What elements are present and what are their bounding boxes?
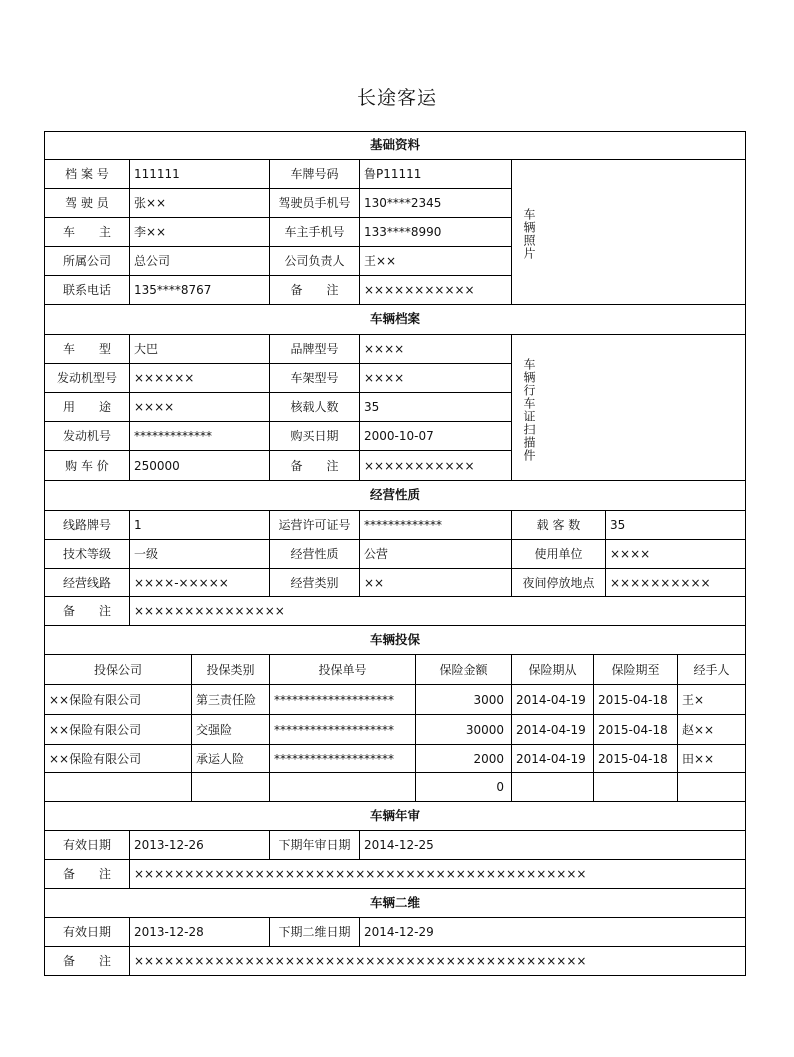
- usage-value: ××××: [134, 400, 175, 414]
- from-date-cell: 2014-04-19: [516, 692, 586, 707]
- annual-valid-value: 2013-12-26: [134, 838, 204, 852]
- insurer-cell: ××保险有限公司: [49, 692, 142, 707]
- vehicle-type-value: 大巴: [134, 342, 159, 356]
- plate-value: 鲁P11111: [364, 167, 422, 181]
- usage-label: 用 途: [62, 400, 111, 414]
- route-no-value: 1: [134, 518, 142, 532]
- section-maintenance-header: 车辆二维: [369, 894, 420, 910]
- price-label: 购 车 价: [65, 458, 109, 473]
- category-label: 经营类别: [290, 575, 339, 590]
- type-cell: 承运人险: [196, 751, 245, 766]
- user-unit-label: 使用单位: [534, 547, 583, 561]
- route-no-label: 线路牌号: [62, 518, 111, 532]
- brand-label: 品牌型号: [290, 342, 339, 356]
- section-insurance-header: 车辆投保: [369, 631, 420, 647]
- capacity-value: 35: [610, 518, 626, 532]
- insurer-cell: ××保险有限公司: [49, 751, 142, 766]
- capacity-label: 载 客 数: [536, 518, 581, 532]
- maintenance-valid-label: 有效日期: [62, 925, 111, 939]
- to-date-cell: 2015-04-18: [598, 751, 668, 766]
- col-header-to: 保险期至: [611, 662, 660, 677]
- permit-value: *************: [364, 518, 442, 532]
- maintenance-note-label: 备 注: [62, 954, 111, 968]
- company-label: 所属公司: [62, 254, 111, 268]
- amount-total-cell: 0: [496, 780, 504, 794]
- brand-value: ××××: [364, 342, 405, 356]
- contact-label: 联系电话: [62, 283, 111, 297]
- from-date-cell: 2014-04-19: [516, 751, 586, 766]
- maintenance-next-label: 下期二维日期: [278, 925, 351, 939]
- price-value: 250000: [134, 458, 180, 473]
- section-annual-header: 车辆年审: [369, 807, 420, 823]
- engine-no-value: *************: [134, 429, 212, 443]
- permit-label: 运营许可证号: [278, 518, 351, 532]
- vehicle-note-label: 备 注: [290, 458, 339, 473]
- buy-date-label: 购买日期: [290, 429, 339, 443]
- to-date-cell: 2015-04-18: [598, 722, 668, 737]
- handler-cell: 田××: [682, 751, 715, 766]
- col-header-insurer: 投保公司: [93, 662, 142, 677]
- driver-phone-label: 驾驶员手机号: [278, 196, 351, 210]
- amount-cell: 3000: [473, 692, 504, 707]
- handler-cell: 赵××: [682, 722, 715, 737]
- section-basic-header: 基础资料: [369, 137, 420, 153]
- parking-value: ××××××××××: [610, 575, 711, 590]
- buy-date-value: 2000-10-07: [364, 429, 434, 443]
- owner-phone-value: 133****8990: [364, 225, 442, 239]
- nature-label: 经营性质: [290, 547, 339, 561]
- col-header-from: 保险期从: [528, 662, 577, 677]
- file-no-label: 档 案 号: [65, 167, 109, 181]
- vehicle-record-form: [44, 131, 746, 976]
- vehicle-type-label: 车 型: [62, 342, 111, 356]
- col-header-amount: 保险金额: [439, 662, 488, 677]
- handler-cell: 王×: [682, 692, 705, 707]
- annual-next-value: 2014-12-25: [364, 838, 434, 852]
- contact-value: 135****8767: [134, 283, 212, 297]
- owner-value: 李××: [134, 225, 167, 239]
- seats-value: 35: [364, 400, 380, 414]
- plate-label: 车牌号码: [290, 167, 339, 181]
- owner-label: 车 主: [62, 225, 111, 239]
- category-value: ××: [364, 575, 385, 590]
- annual-next-label: 下期年审日期: [278, 838, 351, 852]
- to-date-cell: 2015-04-18: [598, 692, 668, 707]
- type-cell: 交强险: [196, 722, 233, 737]
- driver-phone-value: 130****2345: [364, 196, 442, 210]
- operation-note-label: 备 注: [62, 604, 111, 618]
- section-operation-header: 经营性质: [369, 487, 420, 503]
- col-header-policy-no: 投保单号: [318, 662, 367, 677]
- policy-no-cell: ********************: [274, 751, 394, 766]
- frame-value: ××××: [364, 371, 405, 385]
- annual-note-label: 备 注: [62, 867, 111, 881]
- nature-value: 公营: [364, 547, 389, 561]
- insurer-cell: ××保险有限公司: [49, 722, 142, 737]
- engine-no-label: 发动机号: [62, 429, 111, 443]
- amount-cell: 2000: [473, 751, 504, 766]
- maintenance-note-value: ×××××××××××××××××××××××××××××××××××××××××××××: [134, 954, 587, 968]
- manager-value: 王××: [364, 254, 397, 268]
- route-value: ××××-×××××: [134, 575, 229, 590]
- file-no-value: 111111: [134, 167, 180, 181]
- annual-note-value: ×××××××××××××××××××××××××××××××××××××××××××××: [134, 867, 587, 881]
- col-header-handler: 经手人: [693, 662, 730, 677]
- amount-cell: 30000: [465, 722, 504, 737]
- grade-label: 技术等级: [62, 547, 111, 561]
- driver-value: 张××: [134, 196, 167, 210]
- page-title: 长途客运: [356, 87, 437, 109]
- parking-label: 夜间停放地点: [522, 575, 595, 590]
- maintenance-valid-value: 2013-12-28: [134, 925, 204, 939]
- frame-label: 车架型号: [290, 371, 339, 385]
- company-value: 总公司: [134, 254, 171, 268]
- type-cell: 第三责任险: [196, 692, 257, 707]
- manager-label: 公司负责人: [284, 254, 345, 268]
- license-scan-label: 车辆行车证扫描件: [522, 358, 536, 462]
- from-date-cell: 2014-04-19: [516, 722, 586, 737]
- engine-model-value: ××××××: [134, 371, 195, 385]
- basic-note-value: ×××××××××××: [364, 283, 475, 297]
- owner-phone-label: 车主手机号: [284, 225, 345, 239]
- user-unit-value: ××××: [610, 547, 651, 561]
- engine-model-label: 发动机型号: [56, 371, 117, 385]
- route-label: 经营线路: [62, 575, 111, 590]
- col-header-type: 投保类别: [206, 662, 255, 677]
- policy-no-cell: ********************: [274, 692, 394, 707]
- operation-note-value: ×××××××××××××××: [134, 604, 285, 618]
- vehicle-note-value: ×××××××××××: [364, 458, 475, 473]
- driver-label: 驾 驶 员: [65, 196, 109, 210]
- vehicle-photo-label: 车辆照片: [522, 208, 536, 260]
- basic-note-label: 备 注: [290, 283, 339, 297]
- section-vehicle-header: 车辆档案: [369, 311, 420, 327]
- maintenance-next-value: 2014-12-29: [364, 925, 434, 939]
- seats-label: 核载人数: [290, 400, 339, 414]
- grade-value: 一级: [134, 547, 159, 561]
- policy-no-cell: ********************: [274, 722, 394, 737]
- annual-valid-label: 有效日期: [62, 838, 111, 852]
